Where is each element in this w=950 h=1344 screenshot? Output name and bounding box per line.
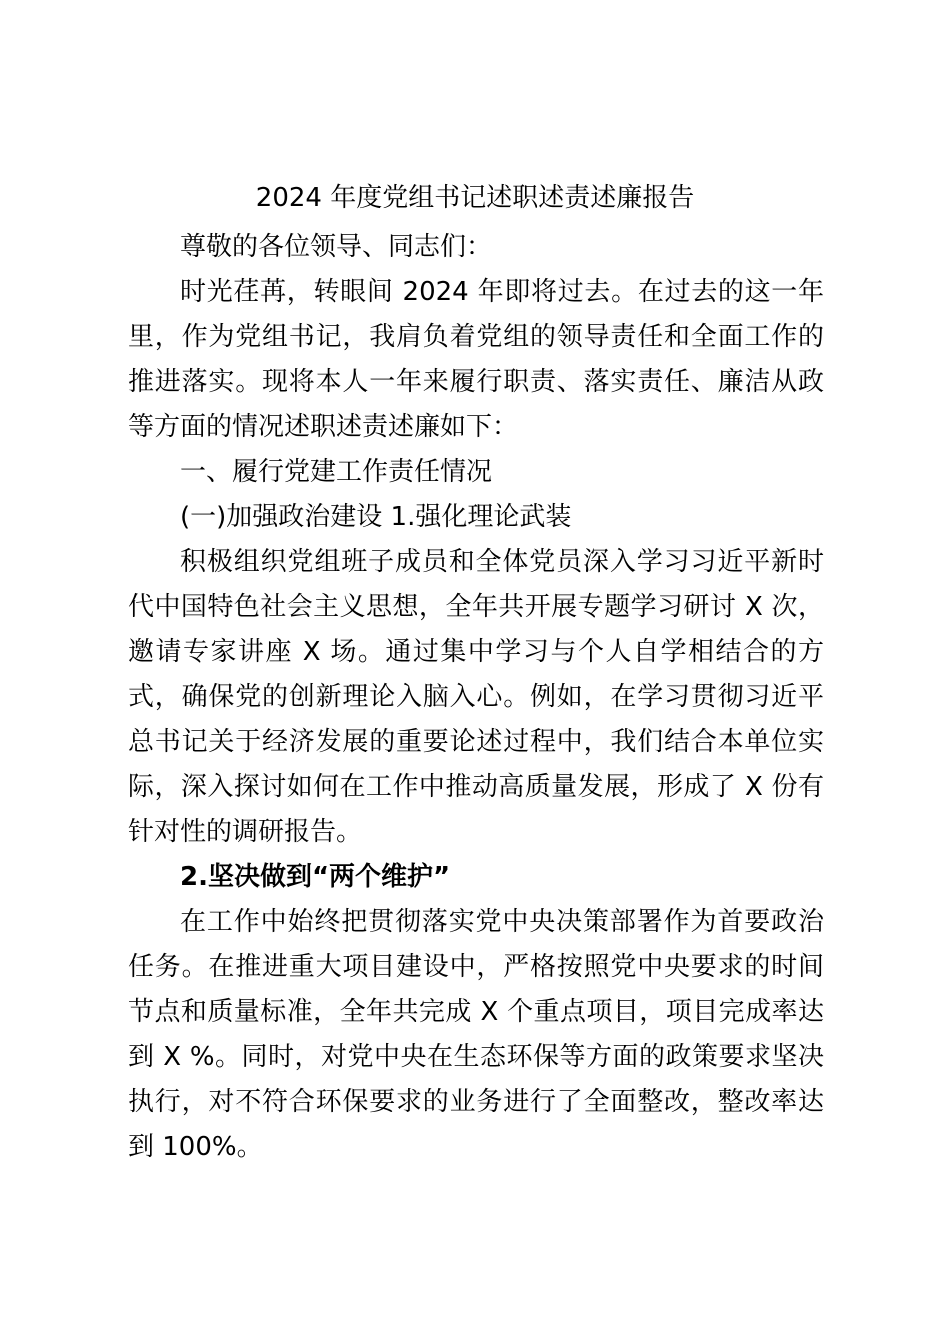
salutation: 尊敬的各位领导、同志们： <box>180 232 493 262</box>
subsection-heading: (一)加强政治建设 1.强化理论武装 <box>180 502 572 532</box>
section-heading: 一、履行党建工作责任情况 <box>180 457 493 487</box>
document-body <box>128 225 824 1170</box>
intro-paragraph: 时光荏苒，转眼间 2024 年即将过去。在过去的这一年里，作为党组书记，我肩负着党组的领导责任和全面工作的推进落实。现将本人一年来履行职责、落实责任、廉洁从政等方面的情况述职述责述廉如下： <box>128 277 824 442</box>
paragraph-two-safeguards: 在工作中始终把贯彻落实党中央决策部署作为首要政治任务。在推进重大项目建设中，严格按照党中央要求的时间节点和质量标准，全年共完成 X 个重点项目，项目完成率达到 X %。同时，对党中央在生态环保等方面的政策要求坚决执行，对不符合环保要求的业务进行了全面整改，整改率达到 100%。 <box>128 907 824 1162</box>
document-title: 2024 年度党组书记述职述责述廉报告 <box>255 183 695 213</box>
point-heading: 2.坚决做到“两个维护” <box>180 862 451 892</box>
paragraph-theory-study: 积极组织党组班子成员和全体党员深入学习习近平新时代中国特色社会主义思想，全年共开展专题学习研讨 X 次，邀请专家讲座 X 场。通过集中学习与个人自学相结合的方式，确保党的创新理论入脑入心。例如，在学习贯彻习近平总书记关于经济发展的重要论述过程中，我们结合本单位实际，深入探讨如何在工作中推动高质量发展，形成了 X 份有针对性的调研报告。 <box>128 547 824 847</box>
